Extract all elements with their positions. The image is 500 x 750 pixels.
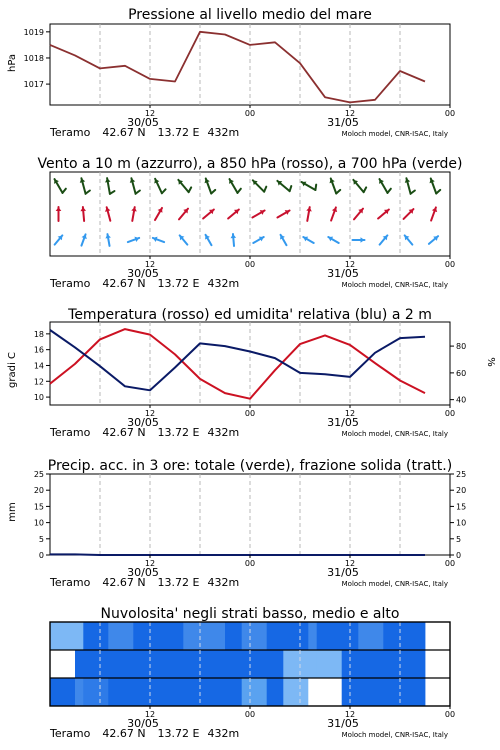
- wind-arrow: [277, 181, 291, 191]
- precip-right-ytick-label: 5: [456, 534, 462, 544]
- station-lon: 13.72 E: [157, 576, 200, 589]
- cloud-cell: [317, 622, 342, 650]
- wind-arrow: [405, 178, 415, 193]
- wind-arrow: [205, 178, 216, 193]
- precip-ytick-label: 10: [33, 518, 44, 528]
- temperature-date-label: 31/05: [327, 416, 359, 429]
- wind-arrow: [430, 178, 441, 193]
- precip-time-tick-label: 12: [144, 559, 156, 568]
- wind-arrow: [353, 237, 365, 243]
- cloud-cell: [158, 622, 183, 650]
- wind-arrow: [253, 180, 266, 191]
- station-lat: 42.67 N: [102, 126, 146, 139]
- precip-ylabel: mm: [7, 502, 18, 522]
- cloud-cell: [75, 650, 84, 678]
- precip-title: Precip. acc. in 3 ore: totale (verde), frazione solida (tratt.): [47, 458, 453, 474]
- precip-time-tick-label: 12: [344, 559, 356, 568]
- temperature-right-ytick-label: 40: [456, 395, 467, 405]
- precip-right-ytick-label: 0: [456, 551, 462, 560]
- pressure-frame: [50, 24, 450, 105]
- wind-arrow: [81, 234, 86, 245]
- precip-ytick-label: 0: [38, 551, 44, 560]
- cloud-cell: [358, 622, 383, 650]
- clouds-date-label: 31/05: [327, 717, 359, 730]
- temperature-credit: Moloch model, CNR-ISAC, Italy: [341, 430, 448, 438]
- wind-arrow: [228, 210, 239, 219]
- cloud-cell: [75, 678, 84, 706]
- cloud-cell: [242, 678, 267, 706]
- cloud-cell: [83, 622, 108, 650]
- wind-arrow: [431, 207, 437, 220]
- pressure-date-label: 31/05: [327, 116, 359, 129]
- temperature-ytick-label: 18: [33, 329, 44, 339]
- station-lat: 42.67 N: [102, 426, 146, 439]
- panel-frames: [24, 24, 467, 560]
- precip-ytick-label: 5: [38, 534, 44, 544]
- wind-time-tick-label: 00: [244, 260, 256, 269]
- pressure-time-tick-label: 00: [244, 109, 256, 118]
- wind-title: Vento a 10 m (azzurro), a 850 hPa (rosso), a 700 hPa (verde): [37, 156, 463, 172]
- cloud-cell: [158, 678, 183, 706]
- wind-arrow: [229, 179, 241, 193]
- wind-credit: Moloch model, CNR-ISAC, Italy: [341, 281, 448, 289]
- wind-arrow: [128, 237, 139, 242]
- wind-time-tick-label: 00: [444, 260, 456, 269]
- wind-arrow: [105, 178, 114, 194]
- temperature-ylabel-right: %: [485, 357, 496, 367]
- cloud-cell: [358, 678, 383, 706]
- wind-arrow: [154, 179, 165, 194]
- station-name: Teramo: [50, 426, 91, 439]
- wind-arrow: [354, 209, 363, 220]
- wind-arrow: [303, 237, 313, 243]
- temperature-ytick-label: 12: [33, 377, 44, 387]
- cloud-cell: [83, 678, 108, 706]
- pressure-date-label: 30/05: [127, 116, 159, 129]
- temperature-line: [50, 329, 425, 399]
- wind-arrow: [56, 207, 62, 221]
- wind-arrow: [54, 179, 66, 193]
- wind-arrow: [306, 207, 312, 221]
- wind-arrow: [130, 178, 140, 193]
- cloud-cell: [317, 650, 342, 678]
- pressure-time-tick-label: 00: [444, 109, 456, 118]
- precip-date-label: 30/05: [127, 566, 159, 579]
- cloud-cell: [183, 678, 225, 706]
- cloud-cell: [408, 678, 425, 706]
- cloud-cell: [108, 678, 133, 706]
- precip-frame: [50, 474, 450, 555]
- cloud-cell: [267, 622, 284, 650]
- clouds-time-tick-label: 12: [144, 710, 156, 719]
- precip-date-label: 31/05: [327, 566, 359, 579]
- wind-arrow: [379, 179, 391, 193]
- cloud-cell: [283, 622, 308, 650]
- cloud-cell: [183, 622, 225, 650]
- station-name: Teramo: [50, 277, 91, 290]
- wind-arrow: [155, 208, 162, 220]
- clouds-station-info: [49, 727, 239, 740]
- pressure-ytick-label: 1017: [23, 80, 44, 90]
- wind-arrow: [404, 209, 414, 219]
- temperature-right-ytick-label: 60: [456, 368, 467, 378]
- cloud-cell: [308, 622, 317, 650]
- wind-arrow: [203, 210, 214, 219]
- station-lat: 42.67 N: [102, 727, 146, 740]
- precip-time-tick-label: 00: [444, 559, 456, 568]
- cloud-cell: [308, 678, 317, 706]
- temperature-ytick-label: 14: [33, 361, 44, 371]
- wind-arrow: [253, 237, 263, 243]
- wind-arrow: [302, 182, 317, 190]
- cloud-cell: [242, 650, 267, 678]
- pressure-ylabel: hPa: [7, 53, 18, 73]
- cloud-cell: [225, 678, 242, 706]
- temperature-right-ytick-label: 80: [456, 342, 467, 352]
- cloud-cell: [133, 650, 158, 678]
- wind-arrow: [328, 237, 338, 243]
- station-alt: 432m: [207, 126, 240, 139]
- precip-time-tick-label: 00: [244, 559, 256, 568]
- wind-station-info: [49, 277, 239, 290]
- cloud-cell: [83, 650, 108, 678]
- cloud-cell: [50, 678, 75, 706]
- cloud-cell: [317, 678, 342, 706]
- clouds-time-tick-label: 12: [344, 710, 356, 719]
- precip-right-ytick-label: 25: [456, 470, 467, 479]
- station-name: Teramo: [50, 727, 91, 740]
- wind-date-label: 30/05: [127, 267, 159, 280]
- wind-arrow: [380, 235, 388, 244]
- temperature-time-tick-label: 00: [244, 409, 256, 418]
- cloud-cell: [358, 650, 383, 678]
- temperature-ytick-label: 10: [33, 393, 44, 403]
- precip-ytick-label: 15: [33, 502, 44, 512]
- cloud-cell: [383, 622, 408, 650]
- cloud-cell: [108, 622, 133, 650]
- wind-arrow: [80, 207, 86, 221]
- station-name: Teramo: [50, 576, 91, 589]
- precip-ytick-label: 20: [33, 486, 44, 496]
- wind-arrow: [353, 180, 366, 192]
- wind-arrow: [205, 235, 211, 245]
- pressure-line: [50, 32, 425, 103]
- cloud-cell: [408, 650, 425, 678]
- precip-right-ytick-label: 10: [456, 518, 467, 528]
- cloud-cell: [133, 622, 158, 650]
- clouds-credit: Moloch model, CNR-ISAC, Italy: [341, 731, 448, 739]
- wind-arrow: [330, 178, 341, 193]
- wind-time-tick-label: 12: [144, 260, 156, 269]
- cloud-cell: [308, 650, 317, 678]
- station-alt: 432m: [207, 576, 240, 589]
- wind-arrow: [80, 178, 90, 193]
- wind-arrow: [405, 235, 413, 244]
- cloud-cell: [158, 650, 183, 678]
- station-lat: 42.67 N: [102, 576, 146, 589]
- wind-arrow: [105, 234, 111, 246]
- precip-credit: Moloch model, CNR-ISAC, Italy: [341, 580, 448, 588]
- cloud-cell: [283, 650, 308, 678]
- wind-arrow: [180, 235, 188, 244]
- wind-arrow: [105, 207, 110, 221]
- pressure-credit: Moloch model, CNR-ISAC, Italy: [341, 130, 448, 138]
- station-lat: 42.67 N: [102, 277, 146, 290]
- cloud-cell: [225, 650, 242, 678]
- station-lon: 13.72 E: [157, 277, 200, 290]
- wind-arrow: [280, 235, 286, 245]
- cloud-cell: [267, 650, 284, 678]
- station-alt: 432m: [207, 426, 240, 439]
- wind-date-label: 31/05: [327, 267, 359, 280]
- cloud-cell: [283, 678, 308, 706]
- station-lon: 13.72 E: [157, 126, 200, 139]
- cloud-cell: [408, 622, 425, 650]
- cloud-cell: [183, 650, 225, 678]
- cloud-cell: [133, 678, 158, 706]
- wind-arrow: [429, 236, 438, 244]
- wind-arrow: [178, 180, 191, 192]
- wind-arrow: [277, 210, 289, 217]
- precip-station-info: [49, 576, 239, 589]
- pressure-ytick-label: 1018: [23, 53, 44, 63]
- cloud-cell: [75, 622, 84, 650]
- clouds-time-tick-label: 00: [244, 710, 256, 719]
- station-lon: 13.72 E: [157, 426, 200, 439]
- clouds-time-tick-label: 00: [444, 710, 456, 719]
- pressure-ytick-label: 1019: [23, 27, 44, 37]
- cloud-cell: [242, 622, 267, 650]
- temperature-station-info: [49, 426, 239, 439]
- station-alt: 432m: [207, 277, 240, 290]
- pressure-title: Pressione al livello medio del mare: [128, 7, 372, 23]
- clouds-date-label: 30/05: [127, 717, 159, 730]
- temperature-ytick-label: 16: [33, 345, 44, 355]
- humidity-line: [50, 330, 425, 390]
- precip-line: [50, 554, 425, 555]
- cloud-cell: [50, 622, 75, 650]
- station-lon: 13.72 E: [157, 727, 200, 740]
- temperature-date-label: 30/05: [127, 416, 159, 429]
- cloud-cell: [383, 650, 408, 678]
- cloud-cell: [225, 622, 242, 650]
- temperature-time-tick-label: 12: [344, 409, 356, 418]
- temperature-ylabel: gradi C: [7, 352, 18, 388]
- wind-arrow: [179, 209, 188, 220]
- precip-right-ytick-label: 15: [456, 502, 467, 512]
- station-alt: 432m: [207, 727, 240, 740]
- wind-arrow: [331, 207, 337, 220]
- precip-ytick-label: 25: [33, 470, 44, 479]
- cloud-cell: [108, 650, 133, 678]
- wind-arrow: [231, 234, 237, 246]
- wind-arrow: [153, 237, 164, 242]
- wind-arrow: [378, 210, 389, 219]
- temperature-time-tick-label: 00: [444, 409, 456, 418]
- cloud-cell: [383, 678, 408, 706]
- station-name: Teramo: [50, 126, 91, 139]
- wind-arrow: [55, 235, 63, 244]
- temperature-title: Temperatura (rosso) ed umidita' relativa (blu) a 2 m: [68, 307, 432, 323]
- wind-time-tick-label: 12: [344, 260, 356, 269]
- cloud-cell: [267, 678, 284, 706]
- wind-arrow: [252, 210, 264, 217]
- cloud-cell: [50, 650, 75, 678]
- pressure-station-info: [49, 126, 239, 139]
- pressure-time-tick-label: 12: [144, 109, 156, 118]
- wind-arrow: [131, 207, 137, 221]
- precip-right-ytick-label: 20: [456, 486, 467, 496]
- pressure-time-tick-label: 12: [344, 109, 356, 118]
- clouds-title: Nuvolosita' negli strati basso, medio e alto: [100, 606, 400, 622]
- temperature-time-tick-label: 12: [144, 409, 156, 418]
